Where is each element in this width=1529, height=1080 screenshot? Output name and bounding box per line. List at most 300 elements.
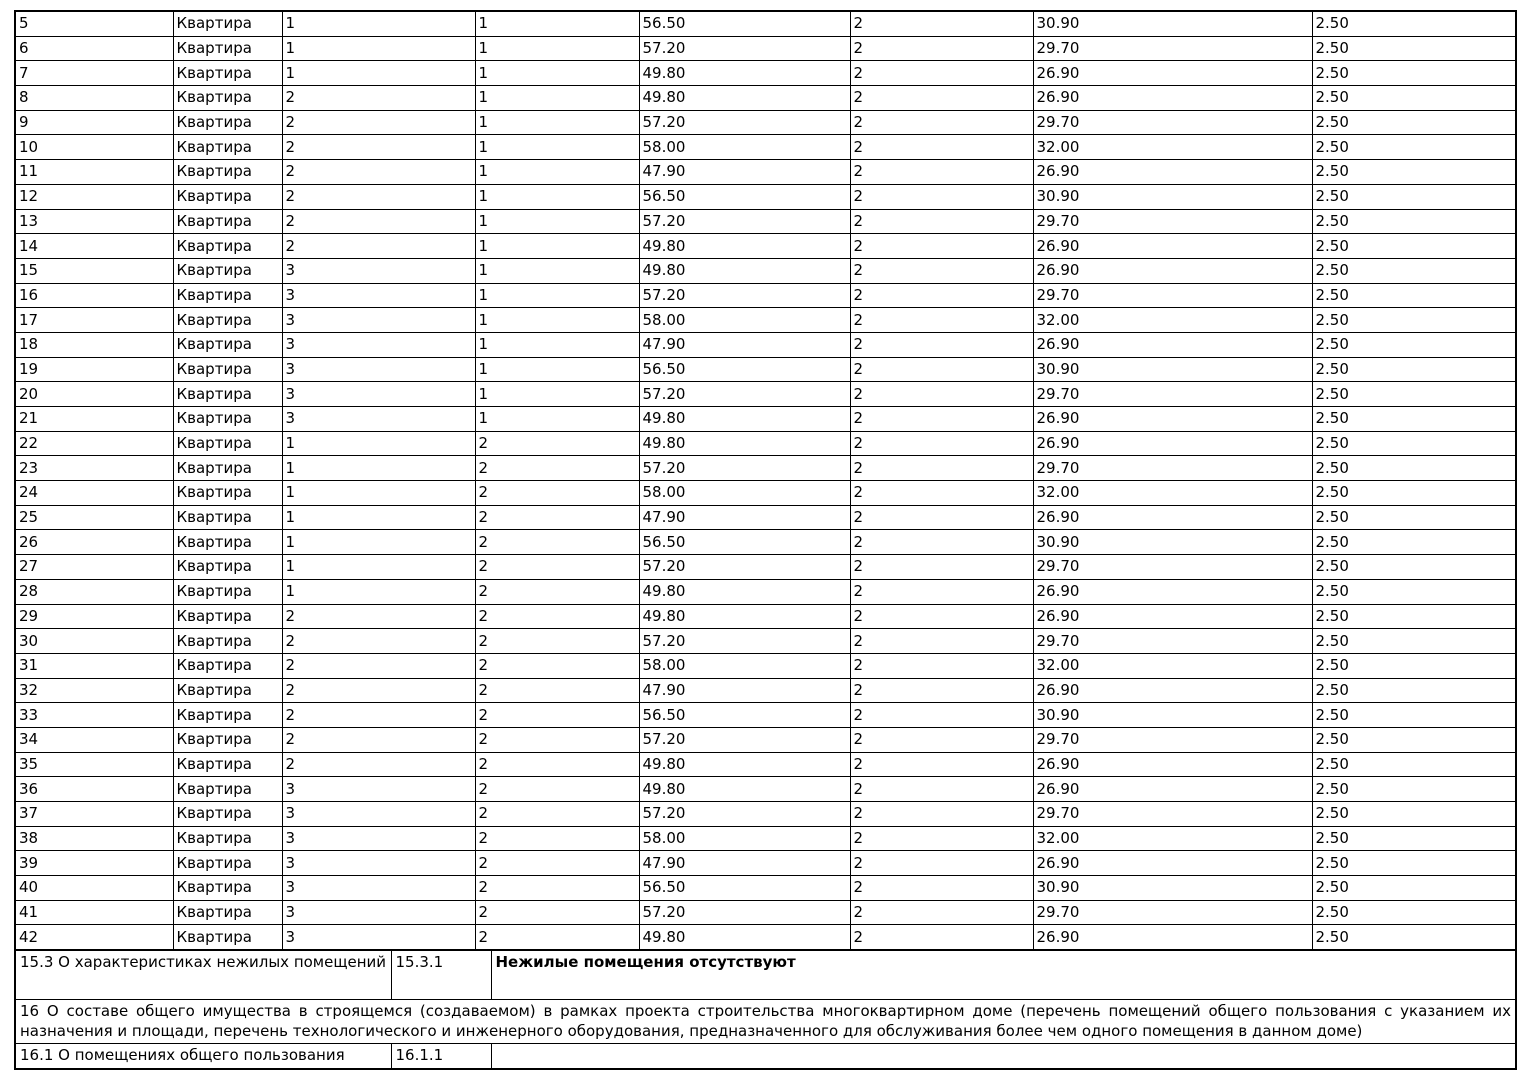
cell-section-number: 2 [282,160,475,185]
cell-row-number: 33 [15,703,173,728]
cell-row-number: 31 [15,653,173,678]
cell-section-number: 3 [282,308,475,333]
cell-rooms-count: 2 [850,579,1033,604]
cell-row-number: 15 [15,258,173,283]
cell-premise-type: Квартира [173,925,282,950]
cell-premise-type: Квартира [173,456,282,481]
cell-rooms-count: 2 [850,184,1033,209]
cell-ceiling-height: 2.50 [1312,357,1516,382]
cell-ceiling-height: 2.50 [1312,160,1516,185]
cell-total-area: 56.50 [639,703,850,728]
cell-premise-type: Квартира [173,431,282,456]
apartment-row [15,530,1516,555]
cell-total-area: 49.80 [639,777,850,802]
cell-rooms-count: 2 [850,876,1033,901]
cell-ceiling-height: 2.50 [1312,752,1516,777]
cell-living-area: 30.90 [1033,876,1312,901]
cell-total-area: 58.00 [639,135,850,160]
cell-ceiling-height: 2.50 [1312,530,1516,555]
cell-row-number: 37 [15,802,173,827]
cell-floor-number: 2 [475,530,639,555]
cell-section-number: 2 [282,629,475,654]
cell-total-area: 57.20 [639,900,850,925]
apartment-row [15,36,1516,61]
cell-floor-number: 1 [475,258,639,283]
cell-living-area: 32.00 [1033,653,1312,678]
cell-section-number: 2 [282,234,475,259]
cell-floor-number: 1 [475,135,639,160]
cell-ceiling-height: 2.50 [1312,36,1516,61]
cell-ceiling-height: 2.50 [1312,308,1516,333]
cell-section-number: 2 [282,604,475,629]
cell-living-area: 30.90 [1033,703,1312,728]
cell-row-number: 34 [15,727,173,752]
cell-section-number: 1 [282,555,475,580]
cell-floor-number: 2 [475,456,639,481]
section-15-3-value: Нежилые помещения отсутствуют [491,950,1516,1000]
sections-table [14,949,1517,1070]
cell-premise-type: Квартира [173,481,282,506]
cell-ceiling-height: 2.50 [1312,727,1516,752]
cell-premise-type: Квартира [173,777,282,802]
cell-rooms-count: 2 [850,925,1033,950]
cell-premise-type: Квартира [173,629,282,654]
cell-section-number: 1 [282,11,475,36]
cell-living-area: 32.00 [1033,135,1312,160]
cell-row-number: 5 [15,11,173,36]
cell-ceiling-height: 2.50 [1312,382,1516,407]
section-15-3-label: 15.3 О характеристиках нежилых помещений [15,950,391,1000]
section-16-1-label: 16.1 О помещениях общего пользования [15,1044,391,1070]
cell-row-number: 40 [15,876,173,901]
cell-rooms-count: 2 [850,36,1033,61]
cell-premise-type: Квартира [173,826,282,851]
cell-premise-type: Квартира [173,209,282,234]
cell-total-area: 57.20 [639,382,850,407]
apartment-row [15,258,1516,283]
cell-row-number: 21 [15,407,173,432]
apartment-row [15,308,1516,333]
cell-living-area: 26.90 [1033,604,1312,629]
cell-ceiling-height: 2.50 [1312,184,1516,209]
cell-section-number: 2 [282,678,475,703]
cell-premise-type: Квартира [173,678,282,703]
section-16-1-row [15,1044,1516,1070]
cell-ceiling-height: 2.50 [1312,407,1516,432]
cell-row-number: 22 [15,431,173,456]
cell-rooms-count: 2 [850,530,1033,555]
cell-total-area: 56.50 [639,357,850,382]
apartment-row [15,407,1516,432]
cell-row-number: 30 [15,629,173,654]
cell-premise-type: Квартира [173,703,282,728]
cell-floor-number: 2 [475,900,639,925]
apartment-row [15,357,1516,382]
cell-ceiling-height: 2.50 [1312,777,1516,802]
cell-ceiling-height: 2.50 [1312,678,1516,703]
cell-section-number: 1 [282,530,475,555]
cell-total-area: 49.80 [639,234,850,259]
cell-rooms-count: 2 [850,604,1033,629]
cell-floor-number: 1 [475,36,639,61]
cell-total-area: 56.50 [639,11,850,36]
cell-living-area: 30.90 [1033,11,1312,36]
cell-total-area: 57.20 [639,209,850,234]
cell-section-number: 3 [282,876,475,901]
cell-row-number: 12 [15,184,173,209]
cell-row-number: 16 [15,283,173,308]
cell-section-number: 2 [282,752,475,777]
cell-rooms-count: 2 [850,653,1033,678]
cell-total-area: 49.80 [639,86,850,111]
cell-row-number: 19 [15,357,173,382]
cell-premise-type: Квартира [173,407,282,432]
cell-ceiling-height: 2.50 [1312,604,1516,629]
cell-section-number: 1 [282,456,475,481]
cell-rooms-count: 2 [850,61,1033,86]
cell-section-number: 3 [282,332,475,357]
cell-section-number: 1 [282,481,475,506]
cell-floor-number: 1 [475,11,639,36]
cell-rooms-count: 2 [850,11,1033,36]
cell-section-number: 3 [282,826,475,851]
cell-total-area: 47.90 [639,851,850,876]
cell-section-number: 2 [282,703,475,728]
cell-floor-number: 2 [475,555,639,580]
cell-premise-type: Квартира [173,61,282,86]
cell-floor-number: 1 [475,357,639,382]
cell-living-area: 30.90 [1033,530,1312,555]
cell-floor-number: 1 [475,332,639,357]
cell-ceiling-height: 2.50 [1312,110,1516,135]
apartment-row [15,110,1516,135]
cell-ceiling-height: 2.50 [1312,505,1516,530]
cell-rooms-count: 2 [850,752,1033,777]
apartment-row [15,629,1516,654]
cell-living-area: 29.70 [1033,382,1312,407]
cell-total-area: 49.80 [639,258,850,283]
apartment-row [15,579,1516,604]
cell-total-area: 57.20 [639,802,850,827]
cell-row-number: 9 [15,110,173,135]
apartment-row [15,184,1516,209]
cell-floor-number: 2 [475,579,639,604]
apartment-row [15,777,1516,802]
apartments-table [14,10,1517,951]
cell-living-area: 29.70 [1033,110,1312,135]
cell-total-area: 57.20 [639,283,850,308]
cell-living-area: 32.00 [1033,308,1312,333]
cell-row-number: 27 [15,555,173,580]
cell-floor-number: 2 [475,876,639,901]
cell-ceiling-height: 2.50 [1312,283,1516,308]
cell-floor-number: 1 [475,382,639,407]
cell-premise-type: Квартира [173,727,282,752]
cell-total-area: 57.20 [639,629,850,654]
cell-total-area: 58.00 [639,481,850,506]
cell-premise-type: Квартира [173,234,282,259]
cell-rooms-count: 2 [850,456,1033,481]
cell-premise-type: Квартира [173,86,282,111]
cell-rooms-count: 2 [850,431,1033,456]
cell-floor-number: 1 [475,407,639,432]
cell-row-number: 32 [15,678,173,703]
cell-total-area: 49.80 [639,407,850,432]
cell-rooms-count: 2 [850,110,1033,135]
cell-living-area: 26.90 [1033,407,1312,432]
cell-ceiling-height: 2.50 [1312,629,1516,654]
cell-row-number: 38 [15,826,173,851]
cell-ceiling-height: 2.50 [1312,703,1516,728]
section-16-1-value [491,1044,1516,1070]
apartment-row [15,86,1516,111]
cell-rooms-count: 2 [850,481,1033,506]
cell-living-area: 26.90 [1033,332,1312,357]
cell-ceiling-height: 2.50 [1312,481,1516,506]
cell-rooms-count: 2 [850,703,1033,728]
cell-row-number: 28 [15,579,173,604]
cell-total-area: 47.90 [639,160,850,185]
cell-living-area: 26.90 [1033,258,1312,283]
cell-rooms-count: 2 [850,357,1033,382]
cell-floor-number: 2 [475,629,639,654]
cell-total-area: 57.20 [639,727,850,752]
cell-section-number: 2 [282,184,475,209]
apartments-table-body [15,11,1516,950]
apartment-row [15,752,1516,777]
cell-floor-number: 1 [475,283,639,308]
section-15-3-code: 15.3.1 [391,950,491,1000]
cell-premise-type: Квартира [173,36,282,61]
apartment-row [15,431,1516,456]
apartment-row [15,876,1516,901]
cell-rooms-count: 2 [850,629,1033,654]
cell-living-area: 26.90 [1033,431,1312,456]
cell-row-number: 20 [15,382,173,407]
apartment-row [15,11,1516,36]
cell-premise-type: Квартира [173,851,282,876]
cell-rooms-count: 2 [850,135,1033,160]
cell-total-area: 49.80 [639,431,850,456]
cell-premise-type: Квартира [173,604,282,629]
cell-rooms-count: 2 [850,826,1033,851]
cell-living-area: 32.00 [1033,481,1312,506]
cell-living-area: 26.90 [1033,579,1312,604]
cell-floor-number: 1 [475,234,639,259]
cell-living-area: 30.90 [1033,184,1312,209]
cell-premise-type: Квартира [173,505,282,530]
cell-total-area: 49.80 [639,925,850,950]
cell-premise-type: Квартира [173,555,282,580]
cell-ceiling-height: 2.50 [1312,61,1516,86]
cell-floor-number: 1 [475,308,639,333]
apartment-row [15,925,1516,950]
cell-living-area: 26.90 [1033,851,1312,876]
cell-ceiling-height: 2.50 [1312,876,1516,901]
cell-rooms-count: 2 [850,555,1033,580]
cell-premise-type: Квартира [173,135,282,160]
cell-floor-number: 2 [475,752,639,777]
cell-row-number: 35 [15,752,173,777]
cell-premise-type: Квартира [173,11,282,36]
cell-floor-number: 1 [475,160,639,185]
cell-floor-number: 2 [475,604,639,629]
cell-floor-number: 2 [475,678,639,703]
cell-section-number: 2 [282,110,475,135]
cell-premise-type: Квартира [173,579,282,604]
cell-living-area: 26.90 [1033,777,1312,802]
cell-section-number: 3 [282,258,475,283]
cell-rooms-count: 2 [850,851,1033,876]
cell-rooms-count: 2 [850,234,1033,259]
cell-premise-type: Квартира [173,357,282,382]
cell-section-number: 3 [282,283,475,308]
cell-row-number: 41 [15,900,173,925]
apartment-row [15,678,1516,703]
cell-total-area: 49.80 [639,579,850,604]
cell-row-number: 23 [15,456,173,481]
cell-living-area: 26.90 [1033,234,1312,259]
cell-ceiling-height: 2.50 [1312,431,1516,456]
cell-total-area: 56.50 [639,184,850,209]
cell-living-area: 29.70 [1033,36,1312,61]
section-15-3-row [15,950,1516,1000]
cell-section-number: 1 [282,505,475,530]
cell-section-number: 3 [282,802,475,827]
cell-floor-number: 1 [475,86,639,111]
cell-premise-type: Квартира [173,653,282,678]
cell-living-area: 26.90 [1033,925,1312,950]
cell-rooms-count: 2 [850,802,1033,827]
cell-living-area: 32.00 [1033,826,1312,851]
cell-row-number: 26 [15,530,173,555]
cell-rooms-count: 2 [850,258,1033,283]
cell-floor-number: 2 [475,851,639,876]
apartment-row [15,382,1516,407]
cell-total-area: 57.20 [639,555,850,580]
apartment-row [15,826,1516,851]
cell-floor-number: 2 [475,727,639,752]
cell-living-area: 29.70 [1033,209,1312,234]
apartment-row [15,160,1516,185]
cell-section-number: 2 [282,135,475,160]
apartment-row [15,209,1516,234]
cell-total-area: 58.00 [639,826,850,851]
cell-ceiling-height: 2.50 [1312,826,1516,851]
cell-living-area: 30.90 [1033,357,1312,382]
section-16-1-code: 16.1.1 [391,1044,491,1070]
cell-ceiling-height: 2.50 [1312,851,1516,876]
apartment-row [15,135,1516,160]
cell-living-area: 26.90 [1033,86,1312,111]
cell-total-area: 57.20 [639,456,850,481]
cell-row-number: 17 [15,308,173,333]
cell-rooms-count: 2 [850,160,1033,185]
cell-rooms-count: 2 [850,900,1033,925]
cell-total-area: 57.20 [639,110,850,135]
cell-floor-number: 2 [475,481,639,506]
cell-row-number: 24 [15,481,173,506]
cell-premise-type: Квартира [173,258,282,283]
cell-living-area: 29.70 [1033,727,1312,752]
cell-row-number: 18 [15,332,173,357]
cell-ceiling-height: 2.50 [1312,332,1516,357]
cell-floor-number: 2 [475,431,639,456]
cell-rooms-count: 2 [850,727,1033,752]
cell-section-number: 3 [282,777,475,802]
cell-living-area: 26.90 [1033,61,1312,86]
cell-row-number: 10 [15,135,173,160]
cell-total-area: 57.20 [639,36,850,61]
cell-ceiling-height: 2.50 [1312,900,1516,925]
apartment-row [15,283,1516,308]
cell-rooms-count: 2 [850,777,1033,802]
cell-total-area: 58.00 [639,653,850,678]
cell-row-number: 11 [15,160,173,185]
cell-floor-number: 2 [475,505,639,530]
cell-floor-number: 2 [475,653,639,678]
cell-rooms-count: 2 [850,332,1033,357]
cell-living-area: 29.70 [1033,283,1312,308]
cell-living-area: 26.90 [1033,752,1312,777]
cell-living-area: 26.90 [1033,505,1312,530]
cell-row-number: 29 [15,604,173,629]
cell-ceiling-height: 2.50 [1312,11,1516,36]
cell-section-number: 1 [282,579,475,604]
cell-rooms-count: 2 [850,382,1033,407]
cell-ceiling-height: 2.50 [1312,925,1516,950]
cell-floor-number: 1 [475,209,639,234]
cell-total-area: 56.50 [639,530,850,555]
cell-premise-type: Квартира [173,752,282,777]
cell-total-area: 47.90 [639,678,850,703]
cell-ceiling-height: 2.50 [1312,802,1516,827]
apartment-row [15,234,1516,259]
cell-total-area: 58.00 [639,308,850,333]
cell-row-number: 39 [15,851,173,876]
cell-floor-number: 1 [475,61,639,86]
apartment-row [15,604,1516,629]
cell-section-number: 1 [282,61,475,86]
cell-section-number: 2 [282,209,475,234]
cell-premise-type: Квартира [173,332,282,357]
cell-rooms-count: 2 [850,308,1033,333]
cell-floor-number: 2 [475,802,639,827]
apartment-row [15,727,1516,752]
cell-ceiling-height: 2.50 [1312,555,1516,580]
cell-living-area: 29.70 [1033,555,1312,580]
cell-living-area: 29.70 [1033,629,1312,654]
cell-premise-type: Квартира [173,802,282,827]
cell-total-area: 49.80 [639,752,850,777]
cell-section-number: 3 [282,851,475,876]
apartment-row [15,703,1516,728]
cell-section-number: 2 [282,727,475,752]
cell-total-area: 56.50 [639,876,850,901]
apartment-row [15,555,1516,580]
cell-rooms-count: 2 [850,407,1033,432]
cell-ceiling-height: 2.50 [1312,135,1516,160]
section-16-row [15,1000,1516,1044]
cell-living-area: 29.70 [1033,900,1312,925]
cell-section-number: 3 [282,382,475,407]
cell-ceiling-height: 2.50 [1312,456,1516,481]
cell-rooms-count: 2 [850,283,1033,308]
cell-ceiling-height: 2.50 [1312,653,1516,678]
cell-section-number: 3 [282,407,475,432]
cell-floor-number: 2 [475,777,639,802]
cell-ceiling-height: 2.50 [1312,579,1516,604]
